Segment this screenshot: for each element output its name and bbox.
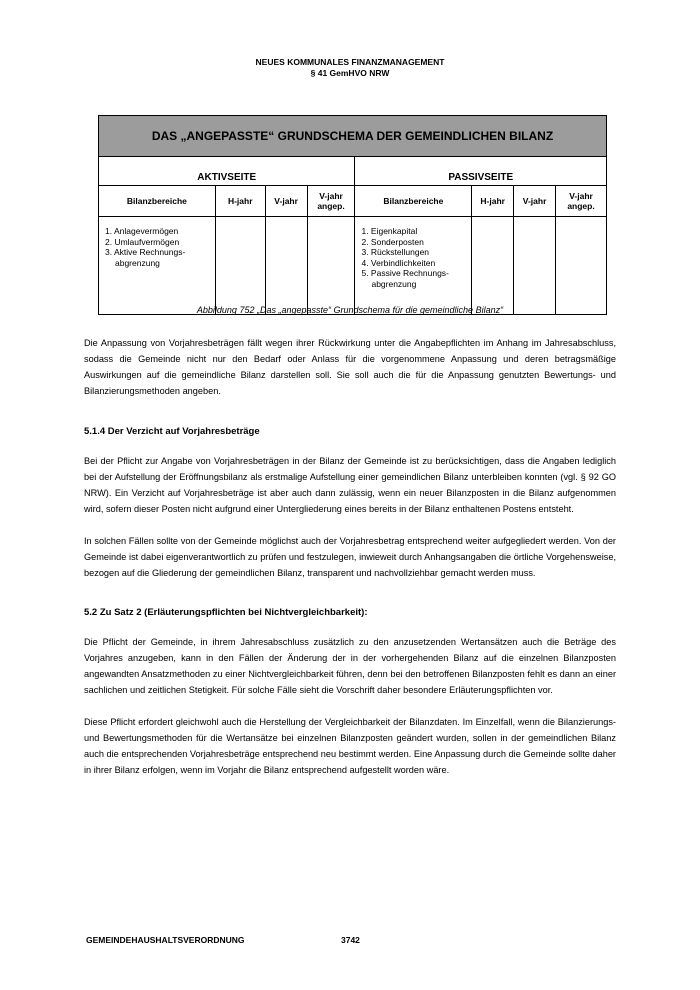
col-v-jahr-angep-passiv: V-jahr angep. xyxy=(556,186,607,217)
figure-caption: Abbildung 752 „Das „angepasste“ Grundschema für die gemeindliche Bilanz“ xyxy=(196,305,504,315)
list-item: 2. Umlaufvermögen xyxy=(105,236,180,247)
passiv-v-jahr-angep-cell xyxy=(556,217,607,315)
page-header xyxy=(0,57,700,79)
col-v-jahr-passiv: V-jahr xyxy=(514,186,556,217)
schema-title: DAS „ANGEPASSTE“ GRUNDSCHEMA DER GEMEINDLICHEN BILANZ xyxy=(99,116,607,157)
list-item: abgrenzung xyxy=(115,257,160,268)
passiv-v-jahr-cell xyxy=(514,217,556,315)
page-number: 3742 xyxy=(341,935,360,945)
list-item: 1. Anlagevermögen xyxy=(105,226,179,236)
paragraph: Bei der Pflicht zur Angabe von Vorjahresbeträgen in der Bilanz der Gemeinde ist zu berücksichtigen, dass die Angaben lediglich bei der Aufstellung der Eröffnungsbilanz als erstmalige Aufstellung einer gemeindlichen Bilanz unterbleiben konnten (vgl. § 92 GO NRW). Ein Verzicht auf Vorjahresbeträge ist aber auch dann zulässig, wenn ein neuer Bilanzposten in die Bilanz aufgenommen wird, sofern dieser Posten nicht aufgrund einer Untergliederung eines bereits in der Bilanz enthaltenen Postens entsteht. xyxy=(84,456,616,514)
passiv-h-jahr-cell xyxy=(472,217,514,315)
paragraph: In solchen Fällen sollte von der Gemeinde möglichst auch der Vorjahresbetrag entsprechend weiter aufgegliedert werden. Von der Gemeinde ist dabei eigenverantwortlich zu prüfen und festzulegen, inwieweit durch Anhangsangaben die örtliche Vorgehensweise, bezogen auf die Gliederung der gemeindlichen Bilanz, transparent und nachvollziehbar gemacht werden muss. xyxy=(84,536,616,578)
page-footer xyxy=(86,935,360,945)
list-item: 5. Passive Rechnungs- xyxy=(361,268,449,278)
header-line-2: § 41 GemHVO NRW xyxy=(310,68,390,78)
passivseite-heading: PASSIVSEITE xyxy=(355,157,607,186)
balance-schema-table xyxy=(98,115,607,315)
col-bilanzbereiche-passiv: Bilanzbereiche xyxy=(355,186,472,217)
aktiv-items-list xyxy=(105,226,215,268)
footer-label: GEMEINDEHAUSHALTSVERORDNUNG xyxy=(86,935,245,945)
section-heading: 5.2 Zu Satz 2 (Erläuterungspflichten bei Nichtvergleichbarkeit): xyxy=(84,607,368,618)
paragraph: Die Pflicht der Gemeinde, in ihrem Jahresabschluss zusätzlich zu den anzusetzenden Wertansätzen auch die Beträge des Vorjahres anzugeben, kann in den Fällen der Änderung der in der vorhergehenden Bilanz auf die einzelnen Bilanzposten angewandten Ansatzmethoden zu einer Nichtvergleichbarkeit führen, denn bei den betroffenen Bilanzposten fehlt es dann an einer sachlichen und zeitlichen Stetigkeit. Für solche Fälle sieht die Vorschrift daher besondere Erläuterungspflichten vor. xyxy=(84,637,616,695)
body-text xyxy=(84,335,616,778)
list-item: 1. Eigenkapital xyxy=(361,226,418,236)
list-item: 3. Aktive Rechnungs- xyxy=(105,247,186,257)
col-bilanzbereiche-aktiv: Bilanzbereiche xyxy=(99,186,216,217)
section-heading: 5.1.4 Der Verzicht auf Vorjahresbeträge xyxy=(84,426,260,437)
aktiv-v-jahr-cell xyxy=(265,217,307,315)
list-item: 3. Rückstellungen xyxy=(361,247,430,257)
col-h-jahr-passiv: H-jahr xyxy=(472,186,514,217)
paragraph: Diese Pflicht erfordert gleichwohl auch die Herstellung der Vergleichbarkeit der Bilanzdaten. Im Einzelfall, wenn die Bilanzierungs- und Bewertungsmethoden für die Wertansätze bei einzelnen Bilanzposten geändert wurden, sollen in der gemeindlichen Bilanz auch die entsprechenden Vorjahresbeträge entsprechend neu bestimmt werden. Eine Anpassung durch die Gemeinde sollte daher in ihrer Bilanz erfolgen, wenn im Vorjahr die Bilanz entsprechend aufgestellt worden wäre. xyxy=(84,717,616,775)
list-item: 4. Verbindlichkeiten xyxy=(361,257,436,268)
aktiv-h-jahr-cell xyxy=(215,217,265,315)
passiv-items-cell xyxy=(355,217,472,315)
list-item: 2. Sonderposten xyxy=(361,236,424,247)
col-h-jahr-aktiv: H-jahr xyxy=(215,186,265,217)
header-line-1: NEUES KOMMUNALES FINANZMANAGEMENT xyxy=(255,57,445,67)
aktivseite-heading: AKTIVSEITE xyxy=(99,157,355,186)
list-item: abgrenzung xyxy=(371,278,417,289)
aktiv-items-cell xyxy=(99,217,216,315)
passiv-items-list xyxy=(361,226,471,289)
col-v-jahr-angep-aktiv: V-jahr angep. xyxy=(307,186,355,217)
paragraph: Die Anpassung von Vorjahresbeträgen fällt wegen ihrer Rückwirkung unter die Angabepflichten im Anhang im Jahresabschluss, sodass die Gemeinde nicht nur den Bedarf oder Anlass für die vorgenommene Anpassung und deren betragsmäßige Auswirkungen auf die gemeindliche Bilanz darstellen soll. Sie soll auch die für die Anpassung genutzten Bewertungs- und Bilanzierungsmethoden angeben. xyxy=(84,338,616,396)
col-v-jahr-aktiv: V-jahr xyxy=(265,186,307,217)
aktiv-v-jahr-angep-cell xyxy=(307,217,355,315)
